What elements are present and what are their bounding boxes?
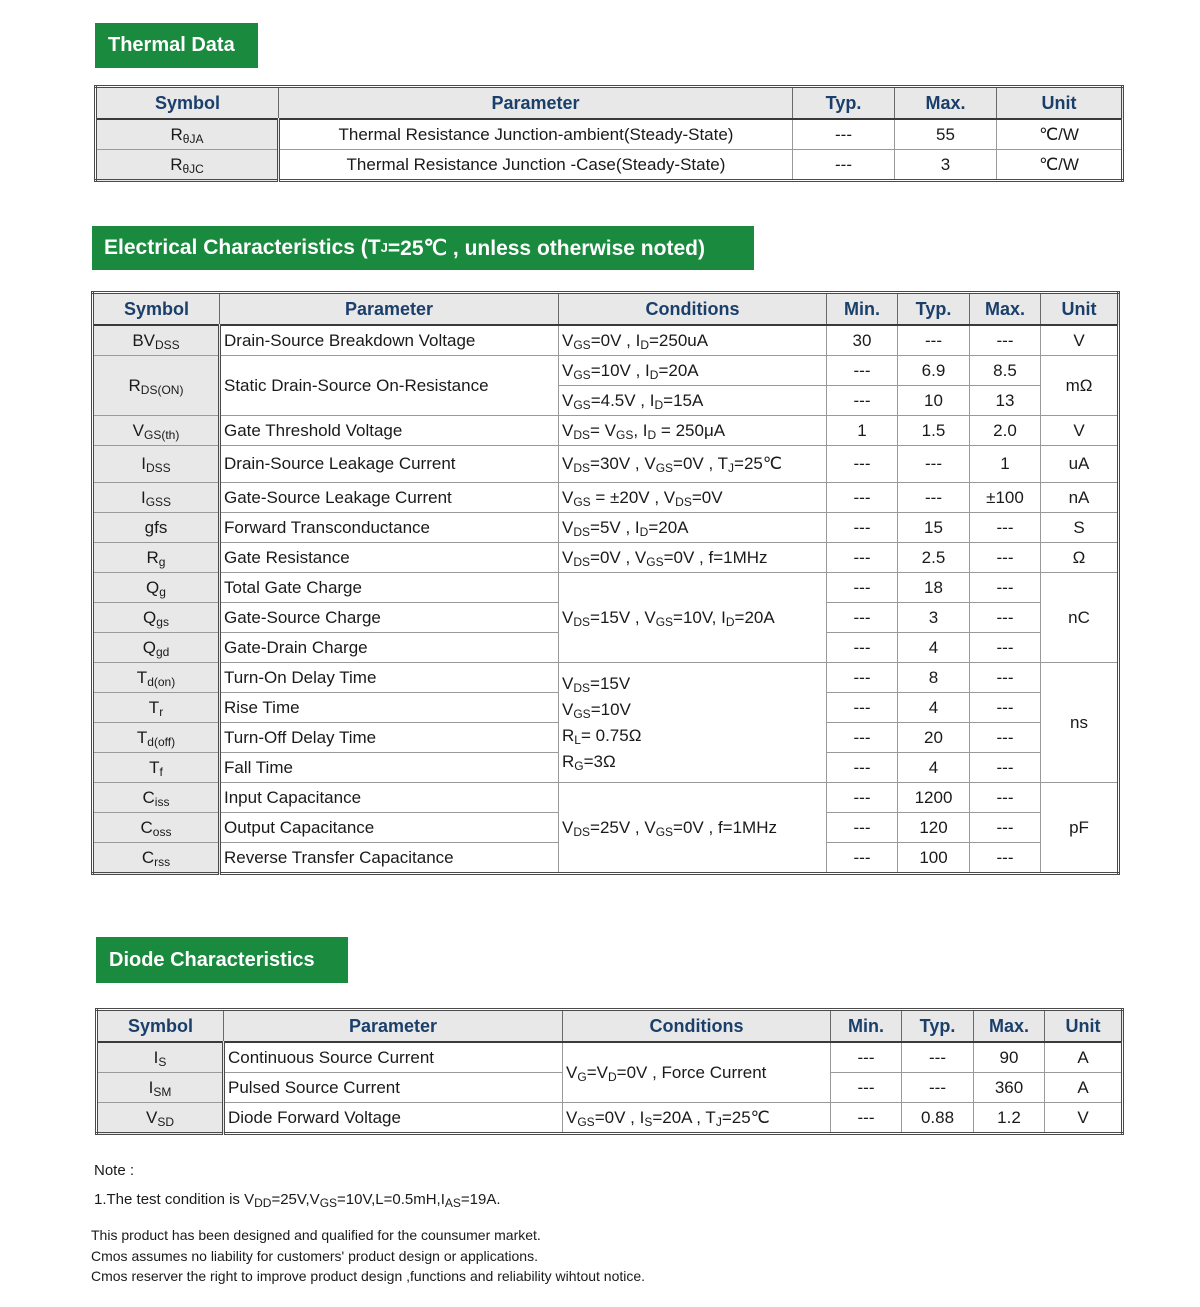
typ-cell: --- bbox=[898, 483, 970, 513]
parameter-cell: Fall Time bbox=[220, 753, 559, 783]
max-cell: 1.2 bbox=[974, 1103, 1045, 1134]
parameter-cell: Thermal Resistance Junction -Case(Steady-State) bbox=[279, 150, 793, 181]
typ-cell: 4 bbox=[898, 753, 970, 783]
max-cell: --- bbox=[970, 633, 1041, 663]
symbol-cell: $R_{DS(ON)}$ bbox=[93, 356, 220, 416]
table-row bbox=[93, 325, 1119, 356]
symbol-cell: $Q_{gd}$ bbox=[93, 633, 220, 663]
col-header-unit: Unit bbox=[1041, 293, 1119, 326]
conditions-cell: $V_{DS}=5V$ , $I_D=20A$ bbox=[559, 513, 827, 543]
max-cell: --- bbox=[970, 325, 1041, 356]
parameter-cell: Reverse Transfer Capacitance bbox=[220, 843, 559, 874]
max-cell: --- bbox=[970, 513, 1041, 543]
symbol-cell: $I_{GSS}$ bbox=[93, 483, 220, 513]
thermal-data-table bbox=[94, 85, 1124, 182]
table-row bbox=[93, 356, 1119, 386]
typ-cell: 10 bbox=[898, 386, 970, 416]
col-header-symbol: Symbol bbox=[97, 1010, 224, 1043]
col-header-parameter: Parameter bbox=[224, 1010, 563, 1043]
min-cell: --- bbox=[827, 573, 898, 603]
col-header-max: Max. bbox=[895, 87, 997, 120]
col-header-typ: Typ. bbox=[898, 293, 970, 326]
max-cell: --- bbox=[970, 693, 1041, 723]
typ-cell: 8 bbox=[898, 663, 970, 693]
typ-cell: 0.88 bbox=[902, 1103, 974, 1134]
typ-cell: --- bbox=[793, 119, 895, 150]
symbol-cell: $T_{d(on)}$ bbox=[93, 663, 220, 693]
conditions-cell: $V_{GS}=0V$ , $I_D=250uA$ bbox=[559, 325, 827, 356]
typ-cell: 3 bbox=[898, 603, 970, 633]
unit-cell: nA bbox=[1041, 483, 1119, 513]
min-cell: 1 bbox=[827, 416, 898, 446]
col-header-max: Max. bbox=[970, 293, 1041, 326]
min-cell: --- bbox=[827, 813, 898, 843]
min-cell: --- bbox=[827, 753, 898, 783]
unit-cell: mΩ bbox=[1041, 356, 1119, 416]
max-cell: 55 bbox=[895, 119, 997, 150]
parameter-cell: Turn-On Delay Time bbox=[220, 663, 559, 693]
parameter-cell: Drain-Source Breakdown Voltage bbox=[220, 325, 559, 356]
table-row bbox=[93, 446, 1119, 483]
unit-cell: ns bbox=[1041, 663, 1119, 783]
diode-characteristics-table bbox=[95, 1008, 1124, 1135]
typ-cell: 15 bbox=[898, 513, 970, 543]
conditions-cell: $V_{GS}=10V$ , $I_D=20A$ bbox=[559, 356, 827, 386]
symbol-cell: $I_{SM}$ bbox=[97, 1073, 224, 1103]
conditions-cell: $V_{GS} = \pm 20V$ , $V_{DS}=0V$ bbox=[559, 483, 827, 513]
table-row bbox=[93, 663, 1119, 693]
max-cell: 1 bbox=[970, 446, 1041, 483]
parameter-cell: Total Gate Charge bbox=[220, 573, 559, 603]
col-header-symbol: Symbol bbox=[96, 87, 279, 120]
unit-cell: pF bbox=[1041, 783, 1119, 874]
unit-cell: ℃/W bbox=[997, 150, 1123, 181]
unit-cell: S bbox=[1041, 513, 1119, 543]
thermal-data-heading bbox=[95, 23, 258, 68]
min-cell: --- bbox=[827, 483, 898, 513]
electrical-characteristics-heading: Electrical Characteristics (T J =25℃ , unless otherwise noted) bbox=[92, 226, 754, 270]
typ-cell: 100 bbox=[898, 843, 970, 874]
conditions-cell: $V_{GS}=4.5V$ , $I_D=15A$ bbox=[559, 386, 827, 416]
col-header-symbol: Symbol bbox=[93, 293, 220, 326]
typ-cell: 18 bbox=[898, 573, 970, 603]
symbol-cell: $Q_g$ bbox=[93, 573, 220, 603]
max-cell: --- bbox=[970, 813, 1041, 843]
max-cell: 90 bbox=[974, 1042, 1045, 1073]
table-row bbox=[97, 1042, 1123, 1073]
table-row bbox=[93, 783, 1119, 813]
table-row bbox=[93, 483, 1119, 513]
thermal-data-title: Thermal Data bbox=[108, 34, 235, 56]
symbol-cell: $BV_{DSS}$ bbox=[93, 325, 220, 356]
symbol-cell: $Q_{gs}$ bbox=[93, 603, 220, 633]
conditions-cell: $V_{GS}=0V$ , $I_S=20A$ , $T_J=25℃$ bbox=[563, 1103, 831, 1134]
min-cell: --- bbox=[827, 663, 898, 693]
parameter-cell: Forward Transconductance bbox=[220, 513, 559, 543]
symbol-cell: $T_{d(off)}$ bbox=[93, 723, 220, 753]
parameter-cell: Gate-Drain Charge bbox=[220, 633, 559, 663]
parameter-cell: Continuous Source Current bbox=[224, 1042, 563, 1073]
typ-cell: 1200 bbox=[898, 783, 970, 813]
col-header-unit: Unit bbox=[1045, 1010, 1123, 1043]
min-cell: --- bbox=[827, 386, 898, 416]
disclaimer bbox=[91, 1225, 645, 1287]
symbol-cell: $V_{GS(th)}$ bbox=[93, 416, 220, 446]
symbol-cell: $R_{\theta JC}$ bbox=[96, 150, 279, 181]
min-cell: --- bbox=[827, 723, 898, 753]
col-header-min: Min. bbox=[831, 1010, 902, 1043]
parameter-cell: Rise Time bbox=[220, 693, 559, 723]
col-header-unit: Unit bbox=[997, 87, 1123, 120]
parameter-cell: Gate-Source Charge bbox=[220, 603, 559, 633]
min-cell: --- bbox=[827, 783, 898, 813]
typ-cell: 4 bbox=[898, 633, 970, 663]
col-header-parameter: Parameter bbox=[220, 293, 559, 326]
table-row bbox=[93, 573, 1119, 603]
conditions-cell: $V_{DS}=15V$ , $V_{GS}=10V$, $I_D=20A$ bbox=[559, 573, 827, 663]
max-cell: --- bbox=[970, 783, 1041, 813]
max-cell: ±100 bbox=[970, 483, 1041, 513]
conditions-cell: $V_{DS}=15V$ $V_{GS}=10V$ $R_L= 0.75\Omega$ $R_G=3\Omega$ bbox=[559, 663, 827, 783]
table-row bbox=[93, 543, 1119, 573]
conditions-cell: $V_{DS}=25V$ , $V_{GS}=0V$ , f=1MHz bbox=[559, 783, 827, 874]
symbol-cell: $C_{rss}$ bbox=[93, 843, 220, 874]
parameter-cell: Output Capacitance bbox=[220, 813, 559, 843]
symbol-cell: $T_r$ bbox=[93, 693, 220, 723]
table-row bbox=[96, 119, 1123, 150]
unit-cell: Ω bbox=[1041, 543, 1119, 573]
symbol-cell: $C_{iss}$ bbox=[93, 783, 220, 813]
col-header-min: Min. bbox=[827, 293, 898, 326]
conditions-cell: $V_{DS}=30V$ , $V_{GS}=0V$ , $T_J=25℃$ bbox=[559, 446, 827, 483]
col-header-parameter: Parameter bbox=[279, 87, 793, 120]
parameter-cell: Gate Threshold Voltage bbox=[220, 416, 559, 446]
conditions-cell: $V_{DS}=0V$ , $V_{GS}=0V$ , f=1MHz bbox=[559, 543, 827, 573]
symbol-cell: $R_{\theta JA}$ bbox=[96, 119, 279, 150]
typ-cell: --- bbox=[902, 1073, 974, 1103]
parameter-cell: Thermal Resistance Junction-ambient(Steady-State) bbox=[279, 119, 793, 150]
typ-cell: 20 bbox=[898, 723, 970, 753]
max-cell: --- bbox=[970, 543, 1041, 573]
unit-cell: V bbox=[1041, 325, 1119, 356]
conditions-cell: $V_{DS}= V_{GS}$, $I_D = 250\mu A$ bbox=[559, 416, 827, 446]
symbol-cell: $C_{oss}$ bbox=[93, 813, 220, 843]
max-cell: 8.5 bbox=[970, 356, 1041, 386]
typ-cell: --- bbox=[902, 1042, 974, 1073]
max-cell: 2.0 bbox=[970, 416, 1041, 446]
symbol-cell: $T_f$ bbox=[93, 753, 220, 783]
parameter-cell: Static Drain-Source On-Resistance bbox=[220, 356, 559, 416]
min-cell: --- bbox=[827, 446, 898, 483]
conditions-cell: $V_G=V_D=0V$ , Force Current bbox=[563, 1042, 831, 1103]
diode-characteristics-title: Diode Characteristics bbox=[109, 948, 315, 971]
unit-cell: nC bbox=[1041, 573, 1119, 663]
typ-cell: 4 bbox=[898, 693, 970, 723]
unit-cell: ℃/W bbox=[997, 119, 1123, 150]
parameter-cell: Gate Resistance bbox=[220, 543, 559, 573]
typ-cell: 1.5 bbox=[898, 416, 970, 446]
parameter-cell: Gate-Source Leakage Current bbox=[220, 483, 559, 513]
col-header-conditions: Conditions bbox=[563, 1010, 831, 1043]
parameter-cell: Input Capacitance bbox=[220, 783, 559, 813]
max-cell: 360 bbox=[974, 1073, 1045, 1103]
min-cell: 30 bbox=[827, 325, 898, 356]
max-cell: --- bbox=[970, 573, 1041, 603]
table-row bbox=[96, 150, 1123, 181]
unit-cell: V bbox=[1041, 416, 1119, 446]
note-1: 1.The test condition is $V_{DD}=25V,V_{GS}=10V,L=0.5mH,I_{AS}=19A$. bbox=[94, 1191, 501, 1210]
min-cell: --- bbox=[827, 356, 898, 386]
disclaimer-line: This product has been designed and qualified for the counsumer market. bbox=[91, 1227, 541, 1243]
parameter-cell: Drain-Source Leakage Current bbox=[220, 446, 559, 483]
max-cell: --- bbox=[970, 753, 1041, 783]
symbol-cell: $I_{DSS}$ bbox=[93, 446, 220, 483]
min-cell: --- bbox=[831, 1103, 902, 1134]
typ-cell: --- bbox=[898, 446, 970, 483]
symbol-cell: gfs bbox=[93, 513, 220, 543]
symbol-cell: $I_S$ bbox=[97, 1042, 224, 1073]
col-header-conditions: Conditions bbox=[559, 293, 827, 326]
col-header-max: Max. bbox=[974, 1010, 1045, 1043]
max-cell: --- bbox=[970, 723, 1041, 753]
typ-cell: --- bbox=[898, 325, 970, 356]
col-header-typ: Typ. bbox=[902, 1010, 974, 1043]
symbol-cell: $R_g$ bbox=[93, 543, 220, 573]
min-cell: --- bbox=[827, 543, 898, 573]
min-cell: --- bbox=[827, 513, 898, 543]
disclaimer-line: Cmos reserver the right to improve product design ,functions and reliability wihtout notice. bbox=[91, 1268, 646, 1284]
min-cell: --- bbox=[827, 843, 898, 874]
typ-cell: 120 bbox=[898, 813, 970, 843]
disclaimer-line: Cmos assumes no liability for customers' product design or applications. bbox=[91, 1247, 538, 1264]
table-row bbox=[93, 416, 1119, 446]
min-cell: --- bbox=[831, 1042, 902, 1073]
unit-cell: uA bbox=[1041, 446, 1119, 483]
parameter-cell: Diode Forward Voltage bbox=[224, 1103, 563, 1134]
min-cell: --- bbox=[831, 1073, 902, 1103]
typ-cell: 6.9 bbox=[898, 356, 970, 386]
typ-cell: 2.5 bbox=[898, 543, 970, 573]
table-row bbox=[97, 1103, 1123, 1134]
symbol-cell: $V_{SD}$ bbox=[97, 1103, 224, 1134]
min-cell: --- bbox=[827, 603, 898, 633]
max-cell: 3 bbox=[895, 150, 997, 181]
unit-cell: A bbox=[1045, 1073, 1123, 1103]
min-cell: --- bbox=[827, 633, 898, 663]
parameter-cell: Pulsed Source Current bbox=[224, 1073, 563, 1103]
unit-cell: V bbox=[1045, 1103, 1123, 1134]
note-label: Note : bbox=[94, 1162, 135, 1179]
parameter-cell: Turn-Off Delay Time bbox=[220, 723, 559, 753]
max-cell: 13 bbox=[970, 386, 1041, 416]
typ-cell: --- bbox=[793, 150, 895, 181]
unit-cell: A bbox=[1045, 1042, 1123, 1073]
max-cell: --- bbox=[970, 663, 1041, 693]
min-cell: --- bbox=[827, 693, 898, 723]
diode-characteristics-heading bbox=[96, 937, 348, 983]
col-header-typ: Typ. bbox=[793, 87, 895, 120]
table-row bbox=[93, 513, 1119, 543]
electrical-characteristics-table bbox=[91, 291, 1120, 875]
max-cell: --- bbox=[970, 843, 1041, 874]
max-cell: --- bbox=[970, 603, 1041, 633]
